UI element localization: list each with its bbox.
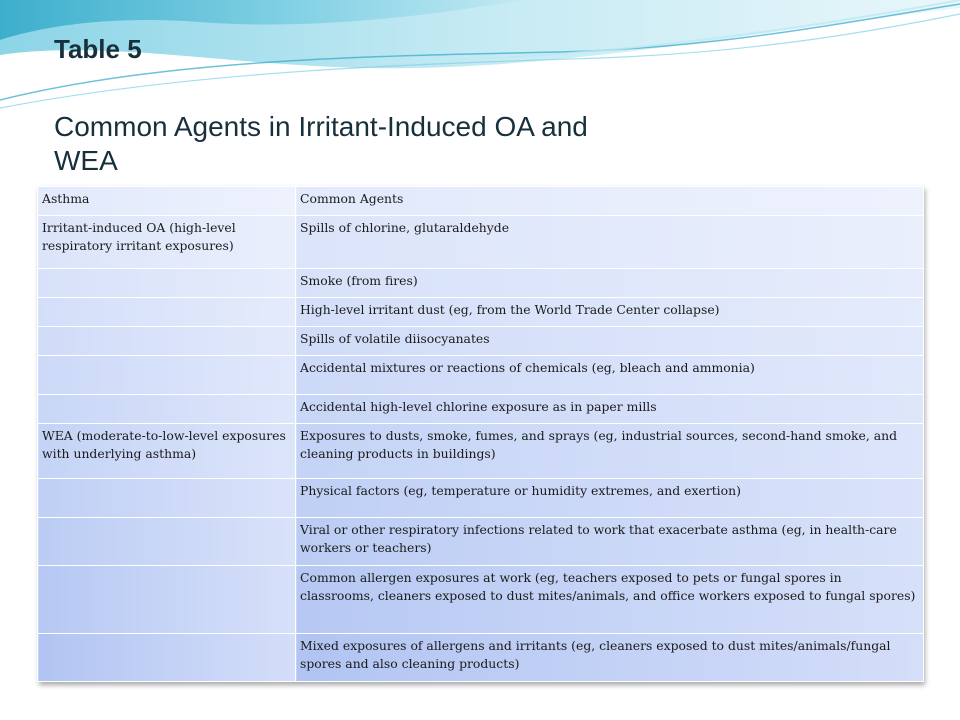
asthma-cell bbox=[38, 298, 296, 327]
table-row bbox=[38, 518, 924, 566]
header-cell-asthma: Asthma bbox=[38, 187, 296, 216]
agents-cell: Physical factors (eg, temperature or humidity extremes, and exertion) bbox=[296, 479, 924, 518]
asthma-cell: WEA (moderate-to-low-level exposures with underlying asthma) bbox=[38, 424, 296, 479]
header-wave-decoration bbox=[0, 0, 960, 120]
asthma-cell bbox=[38, 479, 296, 518]
table-row bbox=[38, 479, 924, 518]
table-row bbox=[38, 269, 924, 298]
asthma-cell bbox=[38, 327, 296, 356]
table-row bbox=[38, 298, 924, 327]
asthma-cell bbox=[38, 634, 296, 682]
table-row bbox=[38, 327, 924, 356]
agents-cell: Smoke (from fires) bbox=[296, 269, 924, 298]
table-row bbox=[38, 634, 924, 682]
slide-subtitle: Common Agents in Irritant-Induced OA and WEA bbox=[54, 111, 588, 176]
agents-cell: Spills of volatile diisocyanates bbox=[296, 327, 924, 356]
header-cell-common-agents: Common Agents bbox=[296, 187, 924, 216]
asthma-cell bbox=[38, 395, 296, 424]
table-header-row bbox=[38, 187, 924, 216]
table-row bbox=[38, 395, 924, 424]
agents-cell: Exposures to dusts, smoke, fumes, and sprays (eg, industrial sources, second-hand smoke, and cleaning products in buildings) bbox=[296, 424, 924, 479]
table-row bbox=[38, 424, 924, 479]
asthma-cell bbox=[38, 566, 296, 634]
agents-table bbox=[37, 186, 924, 682]
slide-title: Table 5 bbox=[54, 34, 142, 64]
asthma-cell: Irritant-induced OA (high-level respiratory irritant exposures) bbox=[38, 216, 296, 269]
asthma-cell bbox=[38, 518, 296, 566]
asthma-cell bbox=[38, 269, 296, 298]
table-row bbox=[38, 216, 924, 269]
agents-cell: Viral or other respiratory infections related to work that exacerbate asthma (eg, in health-care workers or teachers) bbox=[296, 518, 924, 566]
agents-cell: High-level irritant dust (eg, from the World Trade Center collapse) bbox=[296, 298, 924, 327]
table-row bbox=[38, 356, 924, 395]
asthma-cell bbox=[38, 356, 296, 395]
agents-cell: Mixed exposures of allergens and irritants (eg, cleaners exposed to dust mites/animals/fungal spores and also cleaning products) bbox=[296, 634, 924, 682]
agents-cell: Accidental mixtures or reactions of chemicals (eg, bleach and ammonia) bbox=[296, 356, 924, 395]
agents-cell: Common allergen exposures at work (eg, teachers exposed to pets or fungal spores in classrooms, cleaners exposed to dust mites/animals, and office workers exposed to fungal spores) bbox=[296, 566, 924, 634]
agents-cell: Spills of chlorine, glutaraldehyde bbox=[296, 216, 924, 269]
table-row bbox=[38, 566, 924, 634]
agents-cell: Accidental high-level chlorine exposure as in paper mills bbox=[296, 395, 924, 424]
agents-table-container bbox=[37, 186, 923, 682]
